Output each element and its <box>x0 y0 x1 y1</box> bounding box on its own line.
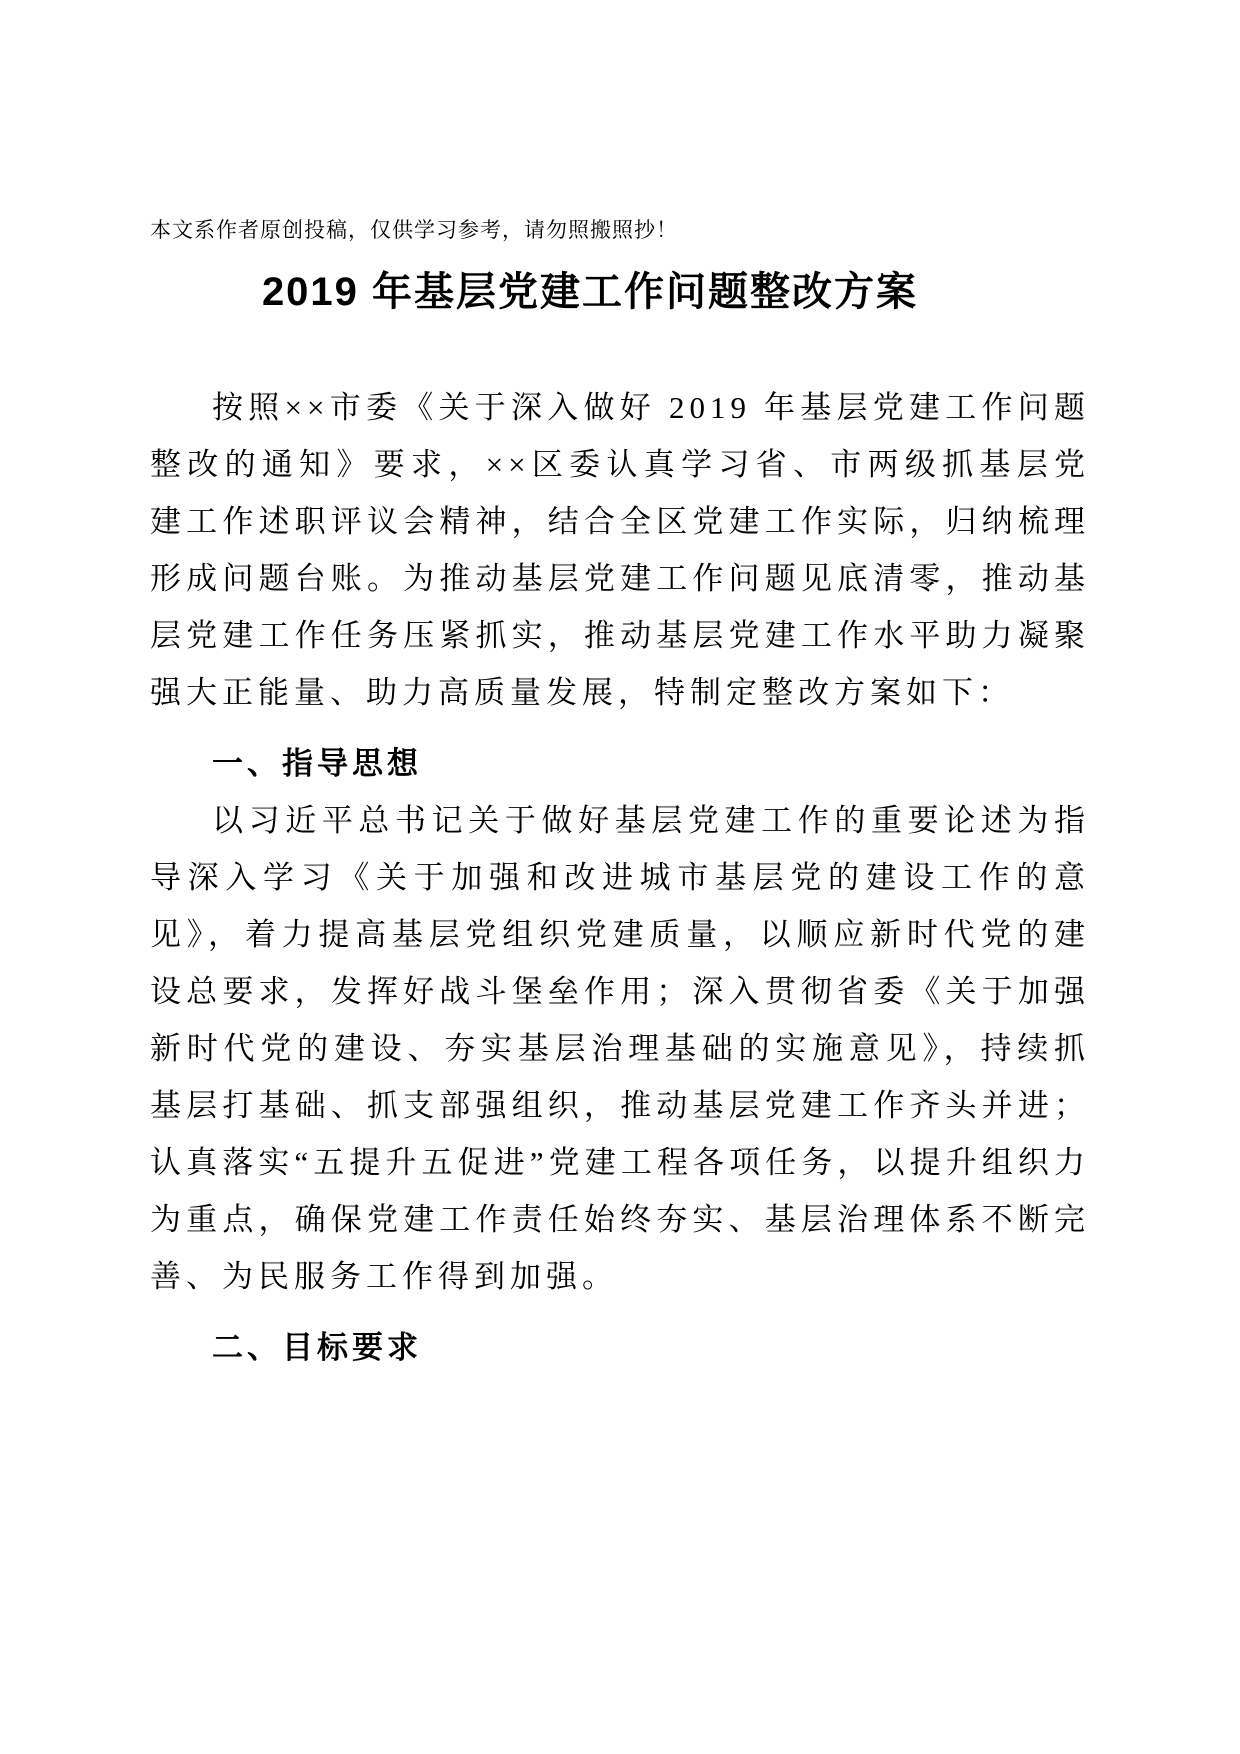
page-title: 2019 年基层党建工作问题整改方案 <box>261 270 919 314</box>
document-body <box>150 379 1090 1376</box>
paragraph-guiding-ideology: 以习近平总书记关于做好基层党建工作的重要论述为指导深入学习《关于加强和改进城市基层党的建设工作的意见》，着力提高基层党组织党建质量，以顺应新时代党的建设总要求，发挥好战斗堡垒作用；深入贯彻省委《关于加强新时代党的建设、夯实基层治理基础的实施意见》，持续抓基层打基础、抓支部强组织，推动基层党建工作齐头并进；认真落实“五提升五促进”党建工程各项任务，以提升组织力为重点，确保党建工作责任始终夯实、基层治理体系不断完善、为民服务工作得到加强。 <box>150 803 1090 1294</box>
heading-guiding-ideology: 一、指导思想 <box>212 746 422 781</box>
heading-goal-requirements: 二、目标要求 <box>212 1330 422 1365</box>
disclaimer-note: 本文系作者原创投稿，仅供学习参考，请勿照搬照抄！ <box>150 219 678 242</box>
paragraph-intro: 按照××市委《关于深入做好 2019 年基层党建工作问题整改的通知》要求，××区委认真学习省、市两级抓基层党建工作述职评议会精神，结合全区党建工作实际，归纳梳理形成问题台账。为推动基层党建工作问题见底清零，推动基层党建工作任务压紧抓实，推动基层党建工作水平助力凝聚强大正能量、助力高质量发展，特制定整改方案如下： <box>150 390 1090 710</box>
